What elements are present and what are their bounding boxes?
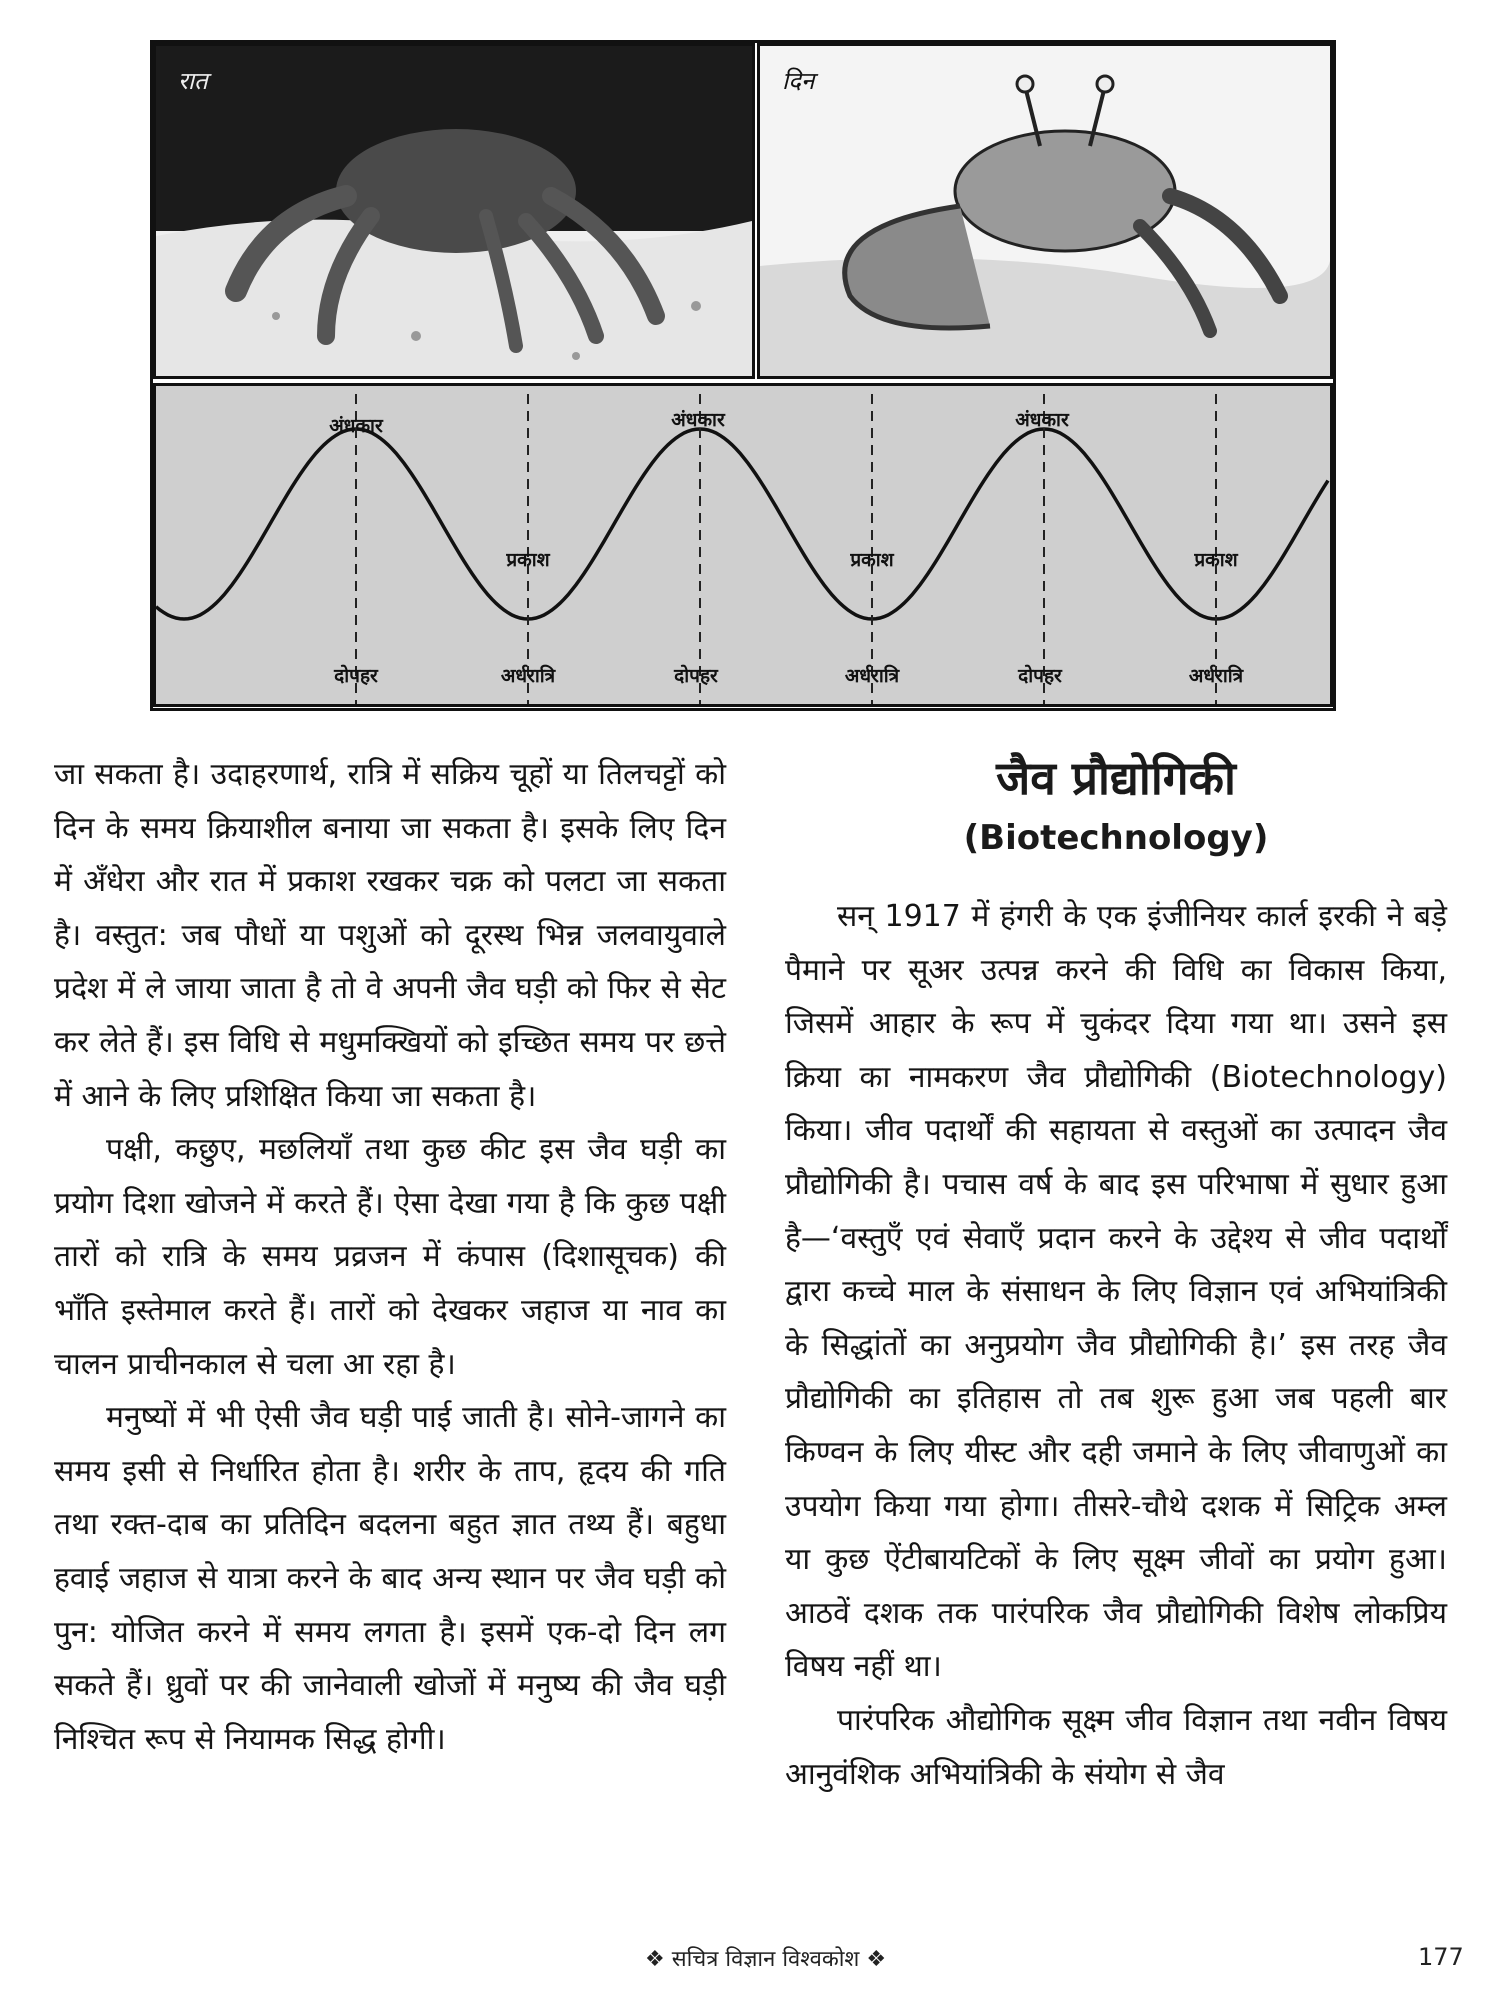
peak-label-3: अंधकार — [1015, 409, 1069, 431]
trough-label-1: प्रकाश — [506, 549, 550, 571]
trough-label-3: प्रकाश — [1194, 549, 1238, 571]
right-column — [785, 890, 1447, 1801]
day-crab-panel — [757, 43, 1333, 379]
midnight-label-1: अर्धरात्रि — [500, 665, 556, 687]
midnight-label-2: अर्धरात्रि — [844, 665, 900, 687]
peak-label-2: अंधकार — [671, 409, 725, 431]
peak-label-1: अंधकार — [329, 415, 383, 437]
midnight-label-3: अर्धरात्रि — [1188, 665, 1244, 687]
night-label: रात — [178, 67, 208, 95]
section-heading-english: (Biotechnology) — [963, 818, 1269, 858]
left-paragraph-2: पक्षी, कछुए, मछलियाँ तथा कुछ कीट इस जैव घड़ी का प्रयोग दिशा खोजने में करते हैं। ऐसा देखा गया है कि कुछ पक्षी तारों को रात्रि के समय प्रव्रजन में कंपास (दिशासूचक) की भाँति इस्तेमाल करते हैं। तारों को देखकर जहाज या नाव का चालन प्राचीनकाल से चला आ रहा है। — [54, 1132, 726, 1382]
day-crab-illustration — [760, 46, 1330, 376]
left-column — [54, 748, 726, 1766]
left-paragraph-1: जा सकता है। उदाहरणार्थ, रात्रि में सक्रिय चूहों या तिलचट्टों को दिन के समय क्रियाशील बनाया जा सकता है। इसके लिए दिन में अँधेरा और रात में प्रकाश रखकर चक्र को पलटा जा सकता है। वस्तुत: जब पौधों या पशुओं को दूरस्थ भिन्न जलवायुवाले प्रदेश में ले जाया जाता है तो वे अपनी जैव घड़ी को फिर से सेट कर लेते हैं। इस विधि से मधुमक्खियों को इच्छित समय पर छत्ते में आने के लिए प्रशिक्षित किया जा सकता है। — [54, 757, 726, 1114]
noon-label-1: दोपहर — [334, 665, 378, 687]
right-paragraph-2: पारंपरिक औद्योगिक सूक्ष्म जीव विज्ञान तथा नवीन विषय आनुवंशिक अभियांत्रिकी के संयोग से जैव — [785, 1702, 1447, 1792]
page-footer — [0, 1943, 1500, 1973]
page-number: 177 — [1418, 1943, 1464, 1971]
left-paragraph-3: मनुष्यों में भी ऐसी जैव घड़ी पाई जाती है। सोने-जागने का समय इसी से निर्धारित होता है। शरीर के ताप, हृदय की गति तथा रक्त-दाब का प्रतिदिन बदलना बहुत ज्ञात तथ्य हैं। बहुधा हवाई जहाज से यात्रा करने के बाद अन्य स्थान पर जैव घड़ी को पुन: योजित करने में समय लगता है। इसमें एक-दो दिन लग सकते हैं। ध्रुवों पर की जानेवाली खोजों में मनुष्य की जैव घड़ी निश्चित रूप से नियामक सिद्ध होगी। — [54, 1400, 726, 1757]
night-crab-panel — [153, 43, 755, 379]
trough-label-2: प्रकाश — [850, 549, 894, 571]
noon-label-3: दोपहर — [1018, 665, 1062, 687]
noon-label-2: दोपहर — [674, 665, 718, 687]
day-label: दिन — [782, 67, 815, 95]
crab-cycle-figure — [150, 40, 1336, 711]
book-title: ❖ सचित्र विज्ञान विश्वकोश ❖ — [645, 1947, 887, 1972]
light-dark-wave — [156, 429, 1328, 619]
daily-cycle-diagram — [153, 383, 1333, 707]
night-crab-illustration — [156, 46, 752, 376]
section-heading: जैव प्रौद्योगिकी — [996, 751, 1236, 805]
right-paragraph-1: सन् 1917 में हंगरी के एक इंजीनियर कार्ल इरकी ने बड़े पैमाने पर सूअर उत्पन्न करने की विधि का विकास किया, जिसमें आहार के रूप में चुकंदर दिया गया था। उसने इस क्रिया का नामकरण जैव प्रौद्योगिकी (Biotechnology) किया। जीव पदार्थों की सहायता से वस्तुओं का उत्पादन जैव प्रौद्योगिकी है। पचास वर्ष के बाद इस परिभाषा में सुधार हुआ है—‘वस्तुएँ एवं सेवाएँ प्रदान करने के उद्देश्य से जीव पदार्थों द्वारा कच्चे माल के संसाधन के लिए विज्ञान एवं अभियांत्रिकी के सिद्धांतों का अनुप्रयोग जैव प्रौद्योगिकी है।’ इस तरह जैव प्रौद्योगिकी का इतिहास तो तब शुरू हुआ जब पहली बार किण्वन के लिए यीस्ट और दही जमाने के लिए जीवाणुओं का उपयोग किया गया होगा। तीसरे-चौथे दशक में सिट्रिक अम्ल या कुछ ऐंटीबायटिकों के लिए सूक्ष्म जीवों का प्रयोग हुआ। आठवें दशक तक पारंपरिक जैव प्रौद्योगिकी विशेष लोकप्रिय विषय नहीं था। — [785, 899, 1447, 1685]
